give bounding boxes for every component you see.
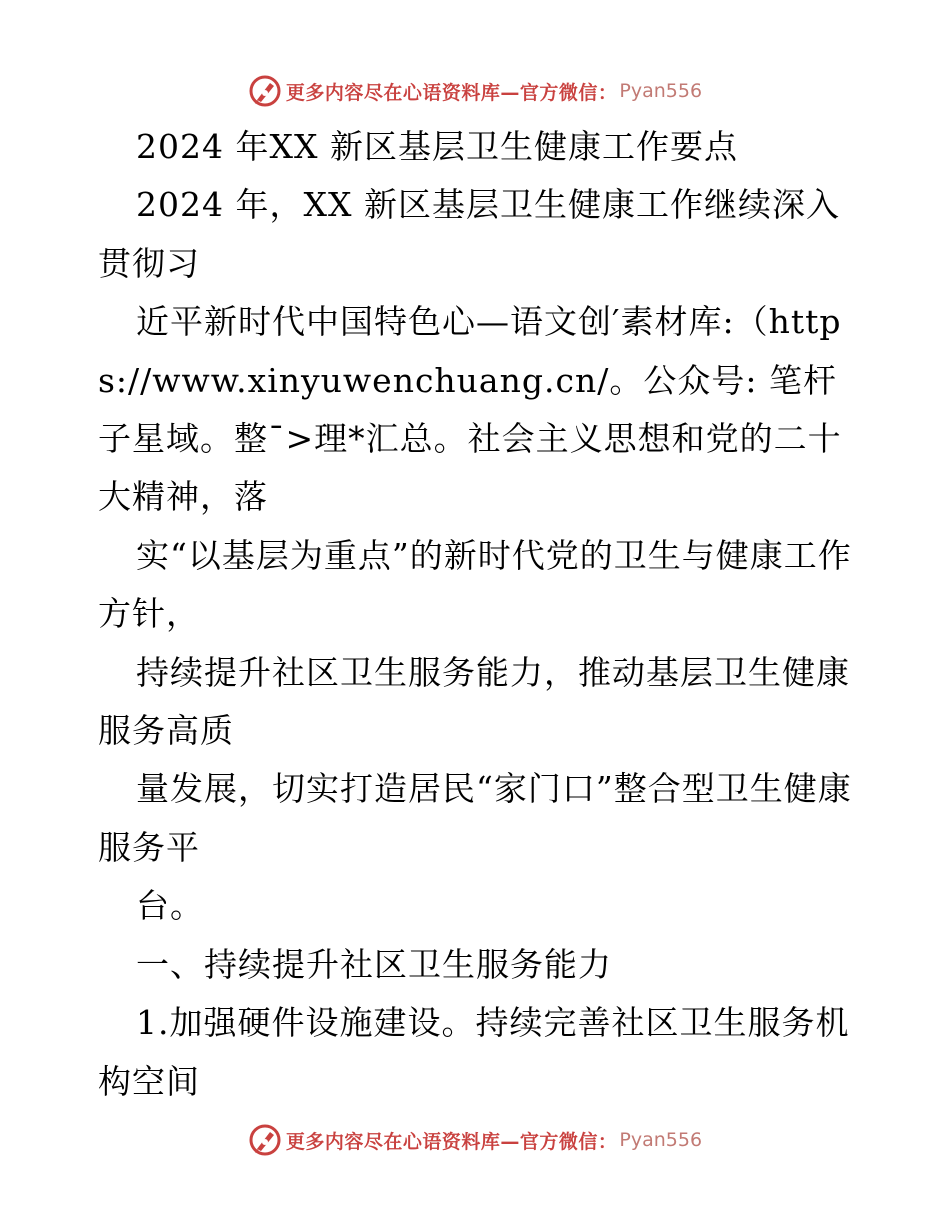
document-body: [98, 118, 858, 1111]
paragraph: 量发展，切实打造居民“家门口”整合型卫生健康服务平: [98, 769, 852, 867]
paragraph: 近平新时代中国特色心—语文创′素材库:（https://www.xinyuwenchuang.cn/。公众号: 笔杆子星域。整¯>理*汇总。社会主义思想和党的二十大精神，落: [98, 302, 842, 517]
paragraph: 1.加强硬件设施建设。持续完善社区卫生服务机构空间: [98, 1003, 850, 1101]
document-title: 2024 年XX 新区基层卫生健康工作要点: [136, 127, 738, 166]
paragraph: 实“以基层为重点”的新时代党的卫生与健康工作方针，: [98, 535, 852, 634]
pen-logo-icon: [248, 1123, 282, 1157]
watermark-handle: Pyan556: [619, 80, 703, 102]
paragraph: 2024 年，XX 新区基层卫生健康工作继续深入贯彻习: [98, 185, 840, 283]
paragraph: 台。: [136, 886, 204, 926]
watermark-banner-top: [0, 71, 950, 111]
watermark-text: 更多内容尽在心语资料库—官方微信：: [285, 81, 618, 104]
section-heading: 一、持续提升社区卫生服务能力: [136, 944, 612, 984]
pen-logo-icon: [248, 74, 282, 108]
watermark-text: 更多内容尽在心语资料库—官方微信：: [285, 1130, 618, 1153]
watermark-banner-bottom: [0, 1120, 950, 1160]
watermark-handle: Pyan556: [619, 1129, 703, 1151]
paragraph: 持续提升社区卫生服务能力，推动基层卫生健康服务高质: [98, 652, 850, 751]
